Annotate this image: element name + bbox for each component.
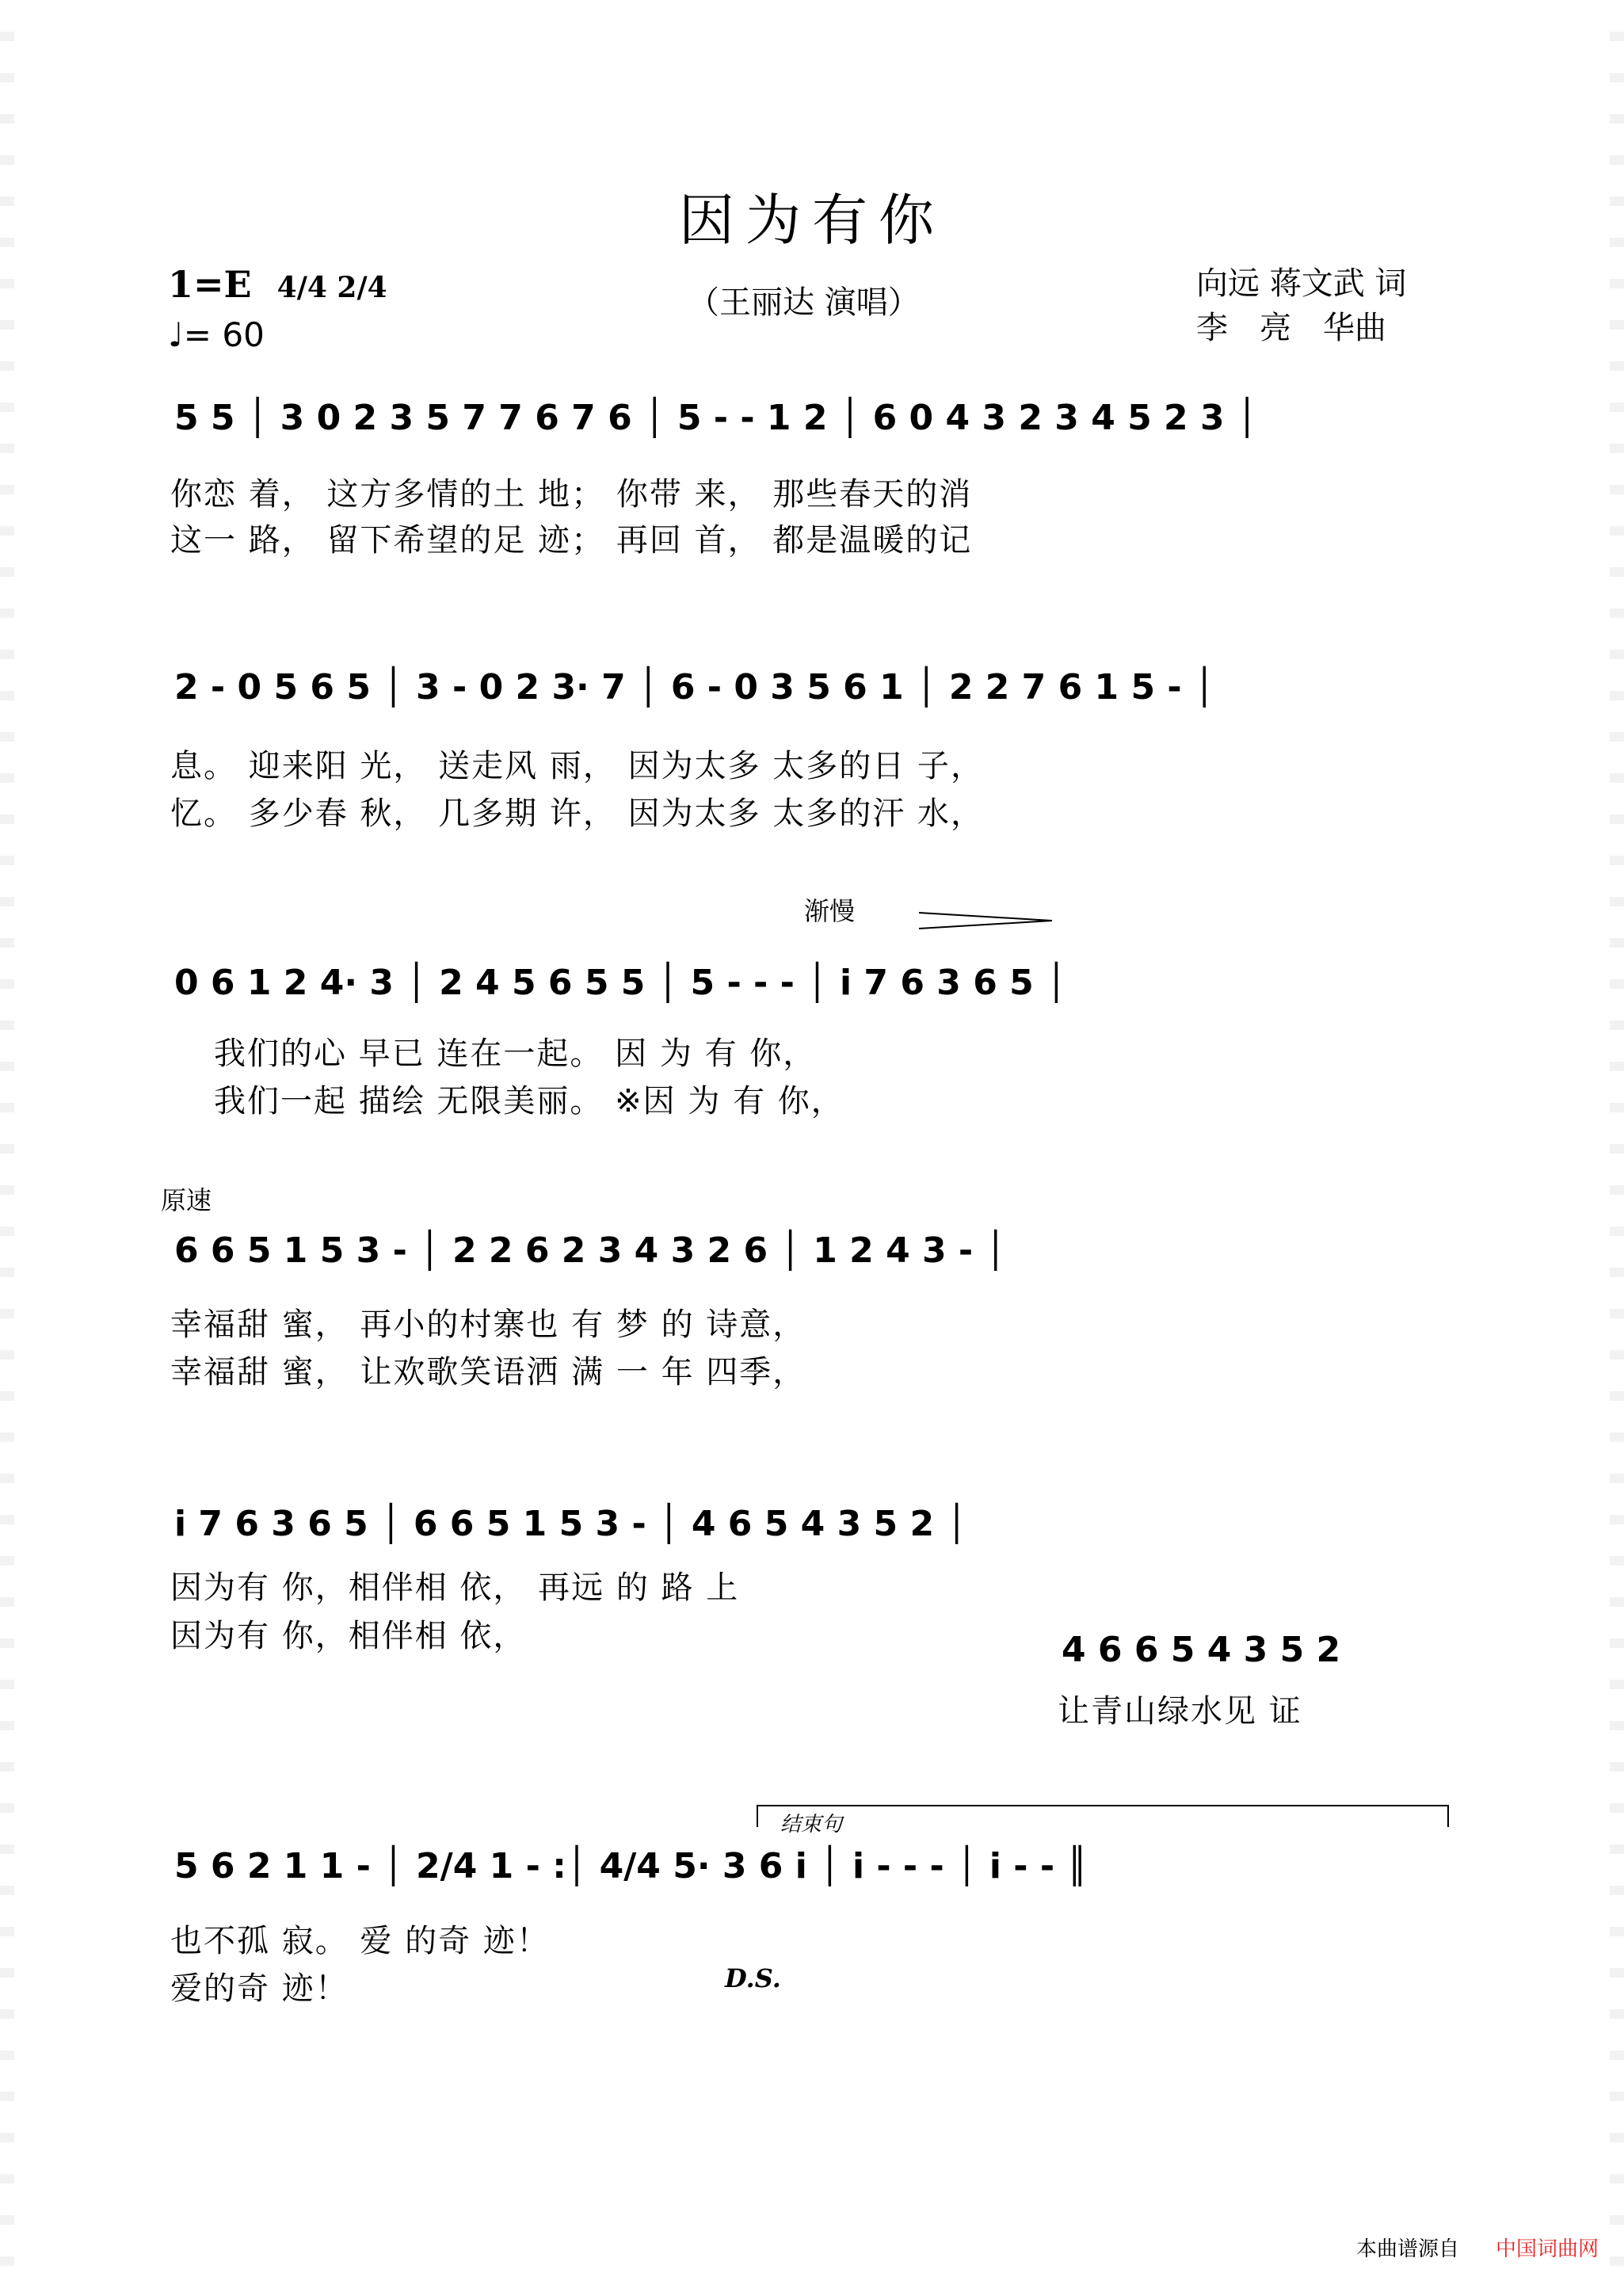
lyrics-3-verse-2: 我们一起 描绘 无限美丽。 ※因 为 有 你， [214,1083,844,1120]
singer-credit: （王丽达 演唱） [688,284,920,321]
lyrics-6-verse-1: 也不孤 寂。 爱 的奇 迹！ [170,1923,550,1959]
tempo-marking: ♩= 60 [168,315,265,354]
alternate-lyrics: 让青山绿水见 证 [1058,1693,1302,1730]
lyrics-3-verse-1: 我们的心 早已 连在一起。 因 为 有 你， [214,1036,817,1072]
lyrics-1-verse-2: 这一 路， 留下希望的足 迹； 再回 首， 都是温暖的记 [170,522,973,559]
notation-line-2: 2 - 0 5 6 5 │ 3 - 0 2 3· 7 │ 6 - 0 3 5 6 1 │ 2 2 7 6 1 5 - │ [174,667,1215,708]
lyrics-1-verse-1: 你恋 着， 这方多情的土 地； 你带 来， 那些春天的消 [170,476,973,513]
ritardando-mark: 渐慢 [804,896,856,926]
lyricist-credit: 向远 蒋文武 词 [1196,265,1407,302]
lyrics-5-verse-1: 因为有 你，相伴相 依， 再远 的 路 上 [170,1570,740,1606]
lyrics-2-verse-1: 息。 迎来阳 光， 送走风 雨， 因为太多 太多的日 子， [170,748,985,784]
dal-segno-mark: D.S. [725,1963,781,1993]
decrescendo-hairpin [919,911,1054,930]
notation-line-4: 6 6 5 1 5 3 - │ 2 2 6 2 3 4 3 2 6 │ 1 2 4 3 - │ [174,1230,1007,1271]
time-signatures: 4/4 2/4 [276,271,387,304]
credits [1196,261,1406,350]
notation-line-5: i 7 6 3 6 5 │ 6 6 5 1 5 3 - │ 4 6 5 4 3 5 2 │ [174,1504,967,1544]
notation-line-3: 0 6 1 2 4· 3 │ 2 4 5 6 5 5 │ 5 - - - │ i 7 6 3 6 5 │ [174,963,1067,1003]
a-tempo-mark: 原速 [161,1185,212,1215]
alternate-notation: 4 6 6 5 4 3 5 2 [1062,1630,1341,1670]
lyrics-4-verse-1: 幸福甜 蜜， 再小的村寨也 有 梦 的 诗意， [170,1306,806,1343]
ending-label: 结束句 [780,1813,843,1837]
left-margin-strip [0,0,14,2281]
lyrics-2-verse-2: 忆。 多少春 秋， 几多期 许， 因为太多 太多的汗 水， [170,795,985,832]
lyrics-5-verse-2: 因为有 你，相伴相 依， [170,1618,527,1654]
notation-line-1: 5 5 │ 3 0 2 3 5 7 7 6 7 6 │ 5 - - 1 2 │ 6 0 4 3 2 3 4 5 2 3 │ [174,398,1258,438]
notation-line-6: 5 6 2 1 1 - │ 2/4 1 - :│ 4/4 5· 3 6 i │ i - - - │ i - - ║ [174,1846,1088,1886]
right-margin-strip [1610,0,1624,2281]
key: 1=E [168,263,252,306]
footer-source: 本曲谱源自 [1356,2237,1460,2261]
footer-site-link[interactable]: 中国词曲网 [1496,2237,1599,2261]
song-title: 因为有你 [679,188,945,253]
ending-bracket [757,1805,1449,1827]
lyrics-6-verse-2: 爱的奇 迹！ [170,1970,349,2007]
composer-credit: 李 亮 华曲 [1196,310,1386,346]
key-signature [168,263,387,306]
lyrics-4-verse-2: 幸福甜 蜜， 让欢歌笑语洒 满 一 年 四季， [170,1354,806,1390]
